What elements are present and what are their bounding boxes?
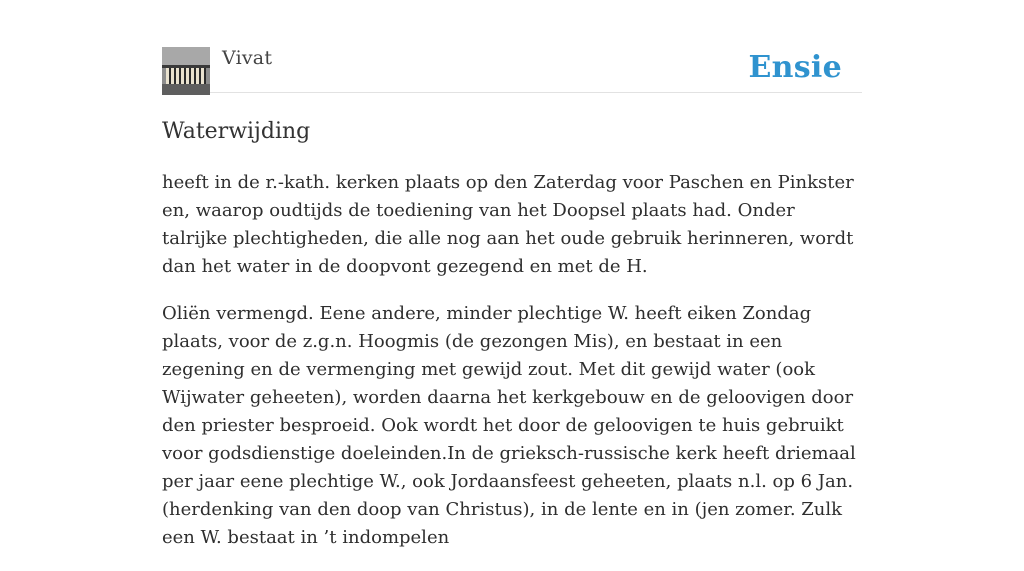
author-avatar[interactable]	[162, 47, 210, 95]
ensie-logo[interactable]: Ensie	[748, 50, 842, 85]
bookshelf-avatar-icon	[162, 47, 210, 95]
article-paragraph: heeft in de r.-kath. kerken plaats op den Zaterdag voor Paschen en Pinkster en, waarop oudtijds de toediening van het Doopsel plaats had. Onder talrijke plechtigheden, die alle nog aan het oude gebruik herinneren, wordt dan het water in de doopvont gezegend en met de H.	[162, 172, 854, 277]
article-header	[162, 44, 862, 93]
article-card	[162, 44, 862, 571]
article-body	[162, 169, 862, 552]
article-paragraph: Oliën vermengd. Eene andere, minder plechtige W. heeft eiken Zondag plaats, voor de z.g.n. Hoogmis (de gezongen Mis), en bestaat in een zegening en de vermenging met gewijd zout. Met dit gewijd water (ook Wijwater geheeten), worden daarna het kerkgebouw en de geloovigen door den priester besproeid. Ook wordt het door de geloovigen te huis gebruikt voor godsdienstige doeleinden.In de grieksch-russische kerk heeft driemaal per jaar eene plechtige W., ook Jordaansfeest geheeten, plaats n.l. op 6 Jan. (herdenking van den doop van Christus), in de lente en in (jen zomer. Zulk een W. bestaat in ’t indompelen	[162, 303, 856, 548]
author-name[interactable]: Vivat	[222, 47, 273, 69]
article-title: Waterwijding	[162, 119, 311, 144]
